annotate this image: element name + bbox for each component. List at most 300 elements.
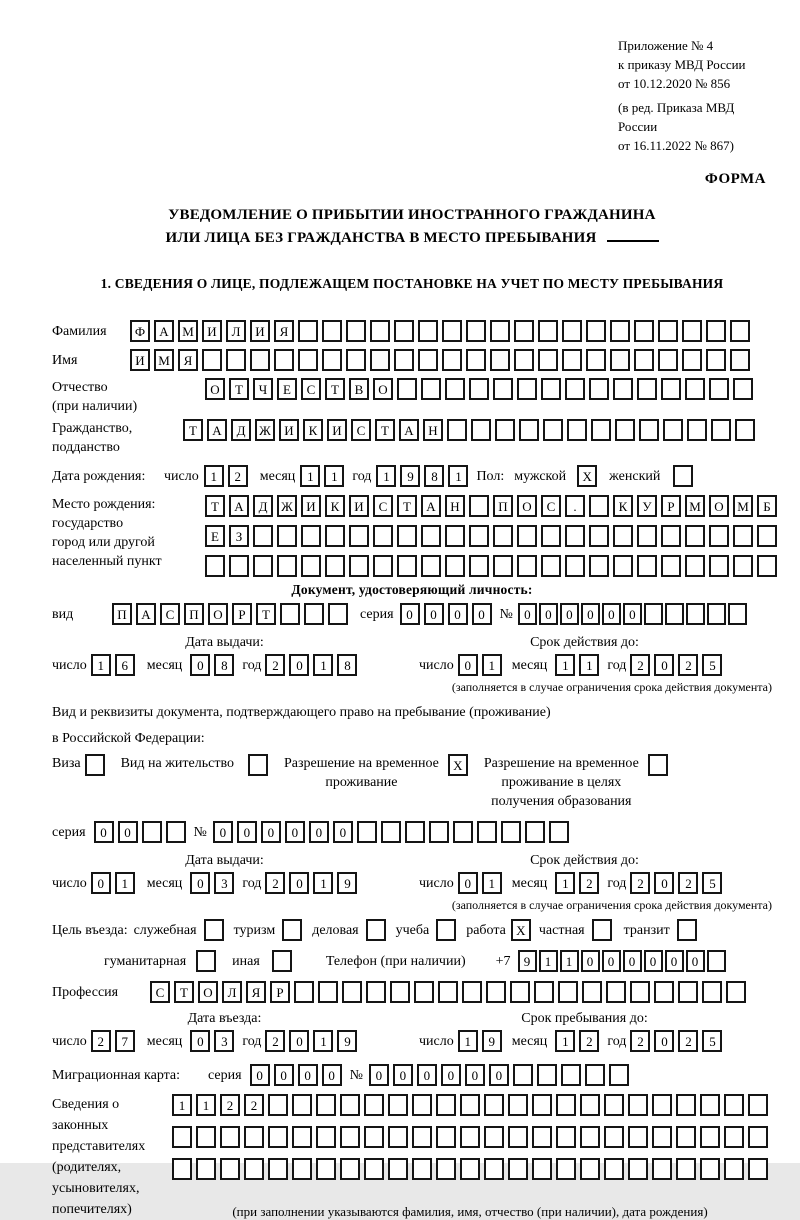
char-cell: [541, 525, 561, 547]
char-cell: О: [709, 495, 729, 517]
char-cell: [220, 1158, 240, 1180]
residence-doc-intro1: Вид и реквизиты документа, подтверждающего право на пребывание (проживание): [52, 705, 551, 720]
char-cell: [586, 320, 606, 342]
char-cell: [580, 1094, 600, 1116]
char-cell: [460, 1126, 480, 1148]
char-cell: [412, 1126, 432, 1148]
char-cell: 0: [261, 821, 281, 843]
sex-label: Пол:: [476, 468, 505, 484]
day-label: число: [52, 657, 87, 673]
char-cell: [397, 378, 417, 400]
char-cell: 1: [555, 654, 575, 676]
legal-reps-label: Сведения о законных представителях (родителях, усыновителях, попечителях): [52, 1097, 146, 1217]
char-cell: [609, 1064, 629, 1086]
char-cell: 0: [393, 1064, 413, 1086]
char-cell: [469, 525, 489, 547]
char-cell: [686, 603, 705, 625]
char-cell: [652, 1094, 672, 1116]
char-cell: 1: [555, 1030, 575, 1052]
char-cell: У: [637, 495, 657, 517]
char-cell: [418, 320, 438, 342]
char-cell: [436, 1094, 456, 1116]
char-cell: [501, 821, 521, 843]
char-cell: [412, 1158, 432, 1180]
char-cell: А: [154, 320, 174, 342]
char-cell: 0: [623, 950, 642, 972]
checkbox-cell: X: [511, 919, 531, 941]
char-cell: [513, 1064, 533, 1086]
char-cell: 1: [313, 1030, 333, 1052]
char-cell: [728, 603, 747, 625]
temp-residence-checkbox: [448, 754, 468, 776]
number-label: №: [349, 1067, 363, 1083]
issue-year-cells: [265, 872, 357, 894]
char-cell: [304, 603, 324, 625]
char-cell: 1: [324, 465, 344, 487]
entry-purpose-label: Цель въезда:: [52, 922, 128, 938]
char-cell: О: [208, 603, 228, 625]
char-cell: [316, 1158, 336, 1180]
char-cell: [298, 349, 318, 371]
char-cell: 1: [482, 872, 502, 894]
char-cell: [589, 555, 609, 577]
form-title-line2: ИЛИ ЛИЦА БЕЗ ГРАЖДАНСТВА В МЕСТО ПРЕБЫВАНИЯ: [52, 227, 772, 250]
char-cell: [166, 821, 186, 843]
other-checkbox: [272, 950, 292, 972]
sex-female-group: [609, 465, 693, 487]
section-1-heading: 1. СВЕДЕНИЯ О ЛИЦЕ, ПОДЛЕЖАЩЕМ ПОСТАНОВКЕ НА УЧЕТ ПО МЕСТУ ПРЕБЫВАНИЯ: [100, 276, 724, 291]
char-cell: [346, 349, 366, 371]
char-cell: [757, 555, 777, 577]
char-cell: [172, 1158, 192, 1180]
char-cell: [561, 1064, 581, 1086]
char-cell: 0: [94, 821, 114, 843]
char-cell: [585, 1064, 605, 1086]
char-cell: 2: [265, 654, 285, 676]
char-cell: 0: [458, 654, 478, 676]
char-cell: И: [349, 495, 369, 517]
char-cell: Е: [205, 525, 225, 547]
char-cell: [730, 320, 750, 342]
char-cell: К: [325, 495, 345, 517]
char-cell: [726, 981, 746, 1003]
char-cell: 3: [214, 872, 234, 894]
char-cell: 0: [91, 872, 111, 894]
temp-residence-education-label: Разрешение на временное проживание в целях получения образования: [483, 756, 639, 809]
char-cell: [702, 981, 722, 1003]
char-cell: [735, 419, 755, 441]
char-cell: 2: [678, 1030, 698, 1052]
issue-date-row: [52, 654, 397, 676]
char-cell: 5: [702, 1030, 722, 1052]
migration-card-row: [52, 1064, 772, 1086]
char-cell: [514, 320, 534, 342]
checkbox-cell: [592, 919, 612, 941]
char-cell: 0: [213, 821, 233, 843]
char-cell: 0: [581, 950, 600, 972]
char-cell: 1: [313, 654, 333, 676]
issue-month-cells: [190, 872, 234, 894]
char-cell: [466, 349, 486, 371]
char-cell: 0: [654, 1030, 674, 1052]
char-cell: [277, 555, 297, 577]
char-cell: [661, 555, 681, 577]
char-cell: [301, 525, 321, 547]
char-cell: [538, 320, 558, 342]
char-cell: [676, 1126, 696, 1148]
form-title: [52, 204, 772, 250]
char-cell: [591, 419, 611, 441]
char-cell: 9: [337, 872, 357, 894]
char-cell: [665, 603, 684, 625]
char-cell: З: [229, 525, 249, 547]
transit-checkbox: [677, 919, 697, 941]
char-cell: [349, 525, 369, 547]
char-cell: 0: [190, 1030, 210, 1052]
char-cell: [615, 419, 635, 441]
char-cell: [493, 525, 513, 547]
sex-male-group: [476, 465, 597, 487]
char-cell: 0: [190, 654, 210, 676]
char-cell: 0: [665, 950, 684, 972]
char-cell: [676, 1158, 696, 1180]
char-cell: 1: [555, 872, 575, 894]
char-cell: 1: [579, 654, 599, 676]
doc-number-cells: [518, 603, 747, 625]
char-cell: [196, 1158, 216, 1180]
tourism-checkbox: [282, 919, 302, 941]
humanitarian-checkbox: [196, 950, 216, 972]
birth-year-group: [352, 465, 468, 487]
char-cell: [541, 555, 561, 577]
char-cell: К: [303, 419, 323, 441]
char-cell: 0: [518, 603, 537, 625]
char-cell: 0: [190, 872, 210, 894]
char-cell: [652, 1126, 672, 1148]
residence-number-cells: [213, 821, 569, 843]
char-cell: П: [493, 495, 513, 517]
issue-date-col: [52, 635, 397, 676]
name-cells: [130, 349, 750, 371]
char-cell: 9: [482, 1030, 502, 1052]
char-cell: С: [373, 495, 393, 517]
char-cell: [277, 525, 297, 547]
form-label: ФОРМА: [704, 171, 766, 187]
option-residence-permit: [121, 754, 268, 776]
char-cell: [436, 1126, 456, 1148]
char-cell: 0: [250, 1064, 270, 1086]
char-cell: Т: [375, 419, 395, 441]
char-cell: 2: [220, 1094, 240, 1116]
day-label: число: [419, 875, 454, 891]
char-cell: [421, 378, 441, 400]
char-cell: [469, 555, 489, 577]
char-cell: [322, 320, 342, 342]
char-cell: [390, 981, 410, 1003]
char-cell: [538, 349, 558, 371]
char-cell: 2: [630, 872, 650, 894]
char-cell: И: [130, 349, 150, 371]
char-cell: [493, 555, 513, 577]
char-cell: [709, 555, 729, 577]
header-line: Приложение № 4: [618, 38, 714, 53]
char-cell: [556, 1158, 576, 1180]
char-cell: [661, 378, 681, 400]
day-label: число: [52, 875, 87, 891]
char-cell: [580, 1126, 600, 1148]
char-cell: [325, 555, 345, 577]
char-cell: В: [349, 378, 369, 400]
migration-series-cells: [250, 1064, 342, 1086]
number-label: №: [193, 824, 207, 840]
year-label: год: [352, 468, 372, 484]
series-label: серия: [360, 606, 394, 622]
char-cell: [706, 349, 726, 371]
char-cell: А: [207, 419, 227, 441]
char-cell: [316, 1094, 336, 1116]
male-label: мужской: [514, 468, 567, 484]
char-cell: [700, 1158, 720, 1180]
char-cell: [436, 1158, 456, 1180]
purpose-official: служебная: [134, 919, 224, 941]
purpose-humanitarian: гуманитарная: [104, 950, 216, 972]
char-cell: [549, 821, 569, 843]
entry-date-title: Дата въезда:: [187, 1011, 262, 1026]
char-cell: [541, 378, 561, 400]
option-temp-residence: [284, 754, 468, 792]
char-cell: [292, 1094, 312, 1116]
char-cell: 0: [448, 603, 468, 625]
entry-purpose-row2: [52, 950, 772, 972]
char-cell: [244, 1126, 264, 1148]
char-cell: 0: [602, 950, 621, 972]
stay-until-row: [397, 1030, 772, 1052]
char-cell: С: [150, 981, 170, 1003]
char-cell: [613, 378, 633, 400]
char-cell: [274, 349, 294, 371]
char-cell: 9: [400, 465, 420, 487]
purpose-work: работа X: [466, 919, 531, 941]
char-cell: 1: [560, 950, 579, 972]
legal-reps-line3: [172, 1158, 768, 1180]
char-cell: И: [250, 320, 270, 342]
char-cell: Т: [325, 378, 345, 400]
char-cell: 2: [265, 872, 285, 894]
profession-cells: [150, 981, 746, 1003]
restriction-note: (заполняется в случае ограничения срока действия документа): [451, 680, 772, 694]
char-cell: [172, 1126, 192, 1148]
char-cell: Н: [445, 495, 465, 517]
char-cell: [495, 419, 515, 441]
char-cell: М: [733, 495, 753, 517]
char-cell: [280, 603, 300, 625]
study-checkbox: [436, 919, 456, 941]
char-cell: 0: [289, 654, 309, 676]
char-cell: [532, 1094, 552, 1116]
char-cell: [226, 349, 246, 371]
legal-reps-row: [52, 1094, 772, 1220]
char-cell: [292, 1158, 312, 1180]
stay-month-cells: [555, 1030, 599, 1052]
char-cell: [589, 495, 609, 517]
char-cell: Р: [232, 603, 252, 625]
char-cell: [366, 981, 386, 1003]
expiry-year-cells: [630, 872, 722, 894]
char-cell: 0: [237, 821, 257, 843]
identity-doc-dates: [52, 635, 772, 676]
char-cell: Л: [226, 320, 246, 342]
char-cell: [748, 1158, 768, 1180]
char-cell: [658, 320, 678, 342]
char-cell: О: [517, 495, 537, 517]
char-cell: [676, 1094, 696, 1116]
char-cell: О: [373, 378, 393, 400]
char-cell: 2: [630, 1030, 650, 1052]
char-cell: 0: [285, 821, 305, 843]
identity-doc-row: [52, 603, 772, 625]
char-cell: [724, 1094, 744, 1116]
checkbox-cell: [85, 754, 105, 776]
char-cell: [628, 1158, 648, 1180]
char-cell: 1: [204, 465, 224, 487]
char-cell: [346, 320, 366, 342]
char-cell: [484, 1094, 504, 1116]
char-cell: 1: [458, 1030, 478, 1052]
char-cell: [682, 349, 702, 371]
char-cell: 0: [686, 950, 705, 972]
char-cell: [447, 419, 467, 441]
char-cell: [510, 981, 530, 1003]
char-cell: [663, 419, 683, 441]
birth-place-row: [52, 495, 772, 577]
char-cell: 0: [654, 654, 674, 676]
char-cell: 9: [518, 950, 537, 972]
year-label: год: [607, 657, 627, 673]
char-cell: [654, 981, 674, 1003]
char-cell: [438, 981, 458, 1003]
identity-doc-heading: Документ, удостоверяющий личность:: [291, 582, 533, 597]
char-cell: 0: [602, 603, 621, 625]
legal-reps-line2: [172, 1126, 768, 1148]
legal-reps-note: (при заполнении указываются фамилия, имя, отчество (при наличии), дата рождения): [232, 1204, 708, 1219]
expiry-date-row: [397, 654, 772, 676]
char-cell: [644, 603, 663, 625]
char-cell: [634, 320, 654, 342]
char-cell: [442, 349, 462, 371]
checkbox-cell: X: [577, 465, 597, 487]
char-cell: 2: [678, 872, 698, 894]
char-cell: Я: [178, 349, 198, 371]
doc-series-cells: [400, 603, 492, 625]
residence-doc-options: [52, 754, 772, 811]
checkbox-cell: [677, 919, 697, 941]
expiry-date-row: [397, 872, 772, 894]
char-cell: [707, 950, 726, 972]
issue-date-col: [52, 853, 397, 894]
char-cell: [394, 320, 414, 342]
char-cell: 1: [300, 465, 320, 487]
char-cell: [519, 419, 539, 441]
char-cell: Ч: [253, 378, 273, 400]
char-cell: [558, 981, 578, 1003]
birth-place-line2: [205, 525, 777, 547]
char-cell: [364, 1094, 384, 1116]
official-checkbox: [204, 919, 224, 941]
char-cell: [586, 349, 606, 371]
char-cell: [582, 981, 602, 1003]
month-label: месяц: [146, 657, 183, 673]
char-cell: 0: [560, 603, 579, 625]
business-checkbox: [366, 919, 386, 941]
year-label: год: [607, 1033, 627, 1049]
char-cell: [652, 1158, 672, 1180]
char-cell: [342, 981, 362, 1003]
residence-permit-checkbox: [248, 754, 268, 776]
char-cell: 3: [214, 1030, 234, 1052]
char-cell: [508, 1094, 528, 1116]
purpose-study: учеба: [396, 919, 457, 941]
char-cell: [733, 555, 753, 577]
expiry-month-cells: [555, 872, 599, 894]
char-cell: 2: [91, 1030, 111, 1052]
char-cell: Б: [757, 495, 777, 517]
char-cell: Ж: [255, 419, 275, 441]
doc-kind-cells: [112, 603, 348, 625]
day-label: число: [419, 1033, 454, 1049]
char-cell: [490, 349, 510, 371]
char-cell: [490, 320, 510, 342]
char-cell: [517, 525, 537, 547]
char-cell: [298, 320, 318, 342]
private-checkbox: [592, 919, 612, 941]
char-cell: 1: [91, 654, 111, 676]
char-cell: [733, 378, 753, 400]
char-cell: [414, 981, 434, 1003]
char-cell: .: [565, 495, 585, 517]
citizenship-label: Гражданство, подданство: [52, 421, 133, 455]
char-cell: 8: [214, 654, 234, 676]
char-cell: [700, 1094, 720, 1116]
char-cell: 9: [337, 1030, 357, 1052]
char-cell: [562, 349, 582, 371]
birth-place-label: Место рождения: государство город или другой населенный пункт: [52, 497, 162, 569]
char-cell: [340, 1094, 360, 1116]
char-cell: Т: [397, 495, 417, 517]
char-cell: Т: [256, 603, 276, 625]
char-cell: 0: [289, 872, 309, 894]
char-cell: [532, 1126, 552, 1148]
char-cell: 0: [424, 603, 444, 625]
purpose-transit: транзит: [624, 919, 697, 941]
char-cell: [562, 320, 582, 342]
char-cell: Н: [423, 419, 443, 441]
char-cell: 0: [581, 603, 600, 625]
stay-day-cells: [458, 1030, 502, 1052]
surname-cells: [130, 320, 750, 342]
stay-year-cells: [630, 1030, 722, 1052]
char-cell: [724, 1126, 744, 1148]
birth-year-cells: [376, 465, 468, 487]
name-label: Имя: [52, 352, 78, 368]
char-cell: [229, 555, 249, 577]
char-cell: [486, 981, 506, 1003]
checkbox-cell: [272, 950, 292, 972]
char-cell: [537, 1064, 557, 1086]
char-cell: [565, 525, 585, 547]
char-cell: И: [202, 320, 222, 342]
char-cell: [484, 1158, 504, 1180]
char-cell: [268, 1094, 288, 1116]
